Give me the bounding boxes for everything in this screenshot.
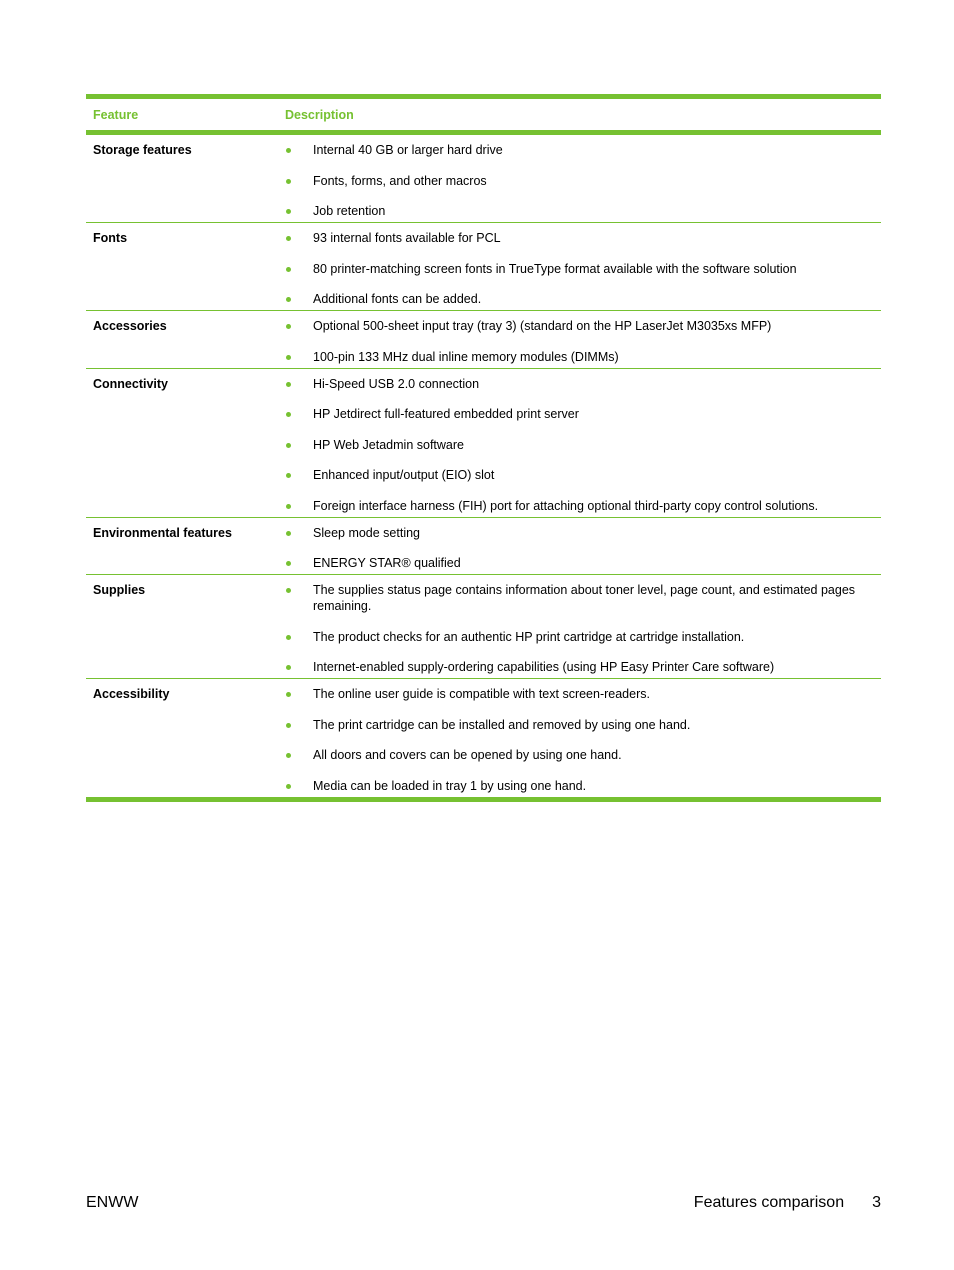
list-item-text: HP Web Jetadmin software [313,437,464,452]
list-item [285,778,877,794]
list-item [285,173,877,189]
list-item-text: Fonts, forms, and other macros [313,173,487,188]
bullet-icon [286,753,291,758]
table-row [86,223,881,311]
list-item [285,555,877,571]
bullet-icon [286,635,291,640]
list-item [285,717,877,733]
bullet-icon [286,148,291,153]
table-body [86,135,881,797]
list-item [285,437,877,453]
list-item [285,318,877,334]
bullet-icon [286,209,291,214]
list-item [285,261,877,277]
list-item [285,291,877,307]
table-row [86,135,881,223]
bullet-icon [286,473,291,478]
bullet-icon [286,443,291,448]
bullet-icon [286,531,291,536]
table-row [86,575,881,679]
table-row [86,518,881,576]
bullet-list [285,142,877,219]
bullet-list [285,230,877,307]
list-item-text: Media can be loaded in tray 1 by using one hand. [313,778,587,793]
features-table [86,94,881,802]
page-number: 3 [872,1194,881,1211]
list-item-text: 93 internal fonts available for PCL [313,231,501,245]
bullet-list [285,525,877,572]
list-item-text: The product checks for an authentic HP print cartridge at cartridge installation. [313,629,745,644]
bullet-icon [286,324,291,329]
bullet-icon [286,665,291,670]
list-item [285,406,877,422]
table-row [86,369,881,518]
list-item [285,498,877,514]
bullet-icon [286,588,291,593]
list-item [285,230,877,246]
bullet-icon [286,267,291,272]
list-item [285,747,877,763]
list-item-text: 100-pin 133 MHz dual inline memory modules (DIMMs) [313,349,619,364]
list-item-text: The online user guide is compatible with text screen-readers. [313,687,650,701]
feature-description [285,686,881,794]
feature-name: Environmental features [93,525,232,540]
bullet-icon [286,355,291,360]
footer-enww: ENWW [86,1194,139,1211]
list-item [285,376,877,392]
list-item-text: Internet-enabled supply-ordering capabilities (using HP Easy Printer Care software) [313,660,775,674]
list-item [285,582,877,614]
bullet-icon [286,784,291,789]
list-item-text: ENERGY STAR® qualified [313,556,461,570]
footer-right [694,1193,881,1213]
list-item-text: Job retention [313,204,386,218]
bullet-list [285,376,877,514]
footer-section-title: Features comparison [693,1194,845,1211]
feature-name: Fonts [93,231,128,245]
feature-description [285,142,881,219]
list-item [285,686,877,702]
list-item [285,659,877,675]
list-item [285,349,877,365]
list-item [285,142,877,158]
bullet-icon [286,382,291,387]
feature-name: Accessibility [93,687,170,701]
bullet-list [285,318,877,365]
feature-name: Supplies [93,583,146,597]
feature-description [285,318,881,365]
bullet-icon [286,504,291,509]
list-item-text: All doors and covers can be opened by using one hand. [313,748,622,762]
list-item-text: Internal 40 GB or larger hard drive [313,143,503,157]
list-item-text: Additional fonts can be added. [313,292,482,306]
list-item [285,629,877,645]
bullet-icon [286,236,291,241]
list-item-text: Foreign interface harness (FIH) port for attaching optional third-party copy control solutions. [313,498,819,513]
list-item-text: HP Jetdirect full-featured embedded print server [313,407,579,421]
list-item [285,467,877,483]
list-item [285,203,877,219]
feature-description [285,376,881,514]
bullet-icon [286,692,291,697]
feature-description [285,582,881,675]
bullet-icon [286,179,291,184]
bullet-list [285,582,877,675]
header-description: Description [285,107,354,122]
bullet-icon [286,561,291,566]
list-item [285,525,877,541]
list-item-text: 80 printer-matching screen fonts in TrueType format available with the software solution [313,261,797,276]
header-feature: Feature [93,107,139,122]
feature-description [285,230,881,307]
table-bottom-rule [86,797,881,802]
table-row [86,311,881,369]
feature-name: Accessories [93,319,167,333]
bullet-icon [286,723,291,728]
table-row [86,679,881,797]
list-item-text: Optional 500-sheet input tray (tray 3) (standard on the HP LaserJet M3035xs MFP) [313,319,772,333]
list-item-text: Sleep mode setting [313,525,421,540]
list-item-text: Hi-Speed USB 2.0 connection [313,376,480,391]
table-header [86,99,881,130]
bullet-icon [286,412,291,417]
bullet-list [285,686,877,794]
list-item-text: Enhanced input/output (EIO) slot [313,468,495,482]
feature-name: Connectivity [93,376,169,391]
bullet-icon [286,297,291,302]
feature-description [285,525,881,572]
feature-name: Storage features [93,143,192,157]
list-item-text: The print cartridge can be installed and removed by using one hand. [313,717,691,732]
list-item-text: The supplies status page contains information about toner level, page count, and estimated pages remaining. [313,583,856,613]
